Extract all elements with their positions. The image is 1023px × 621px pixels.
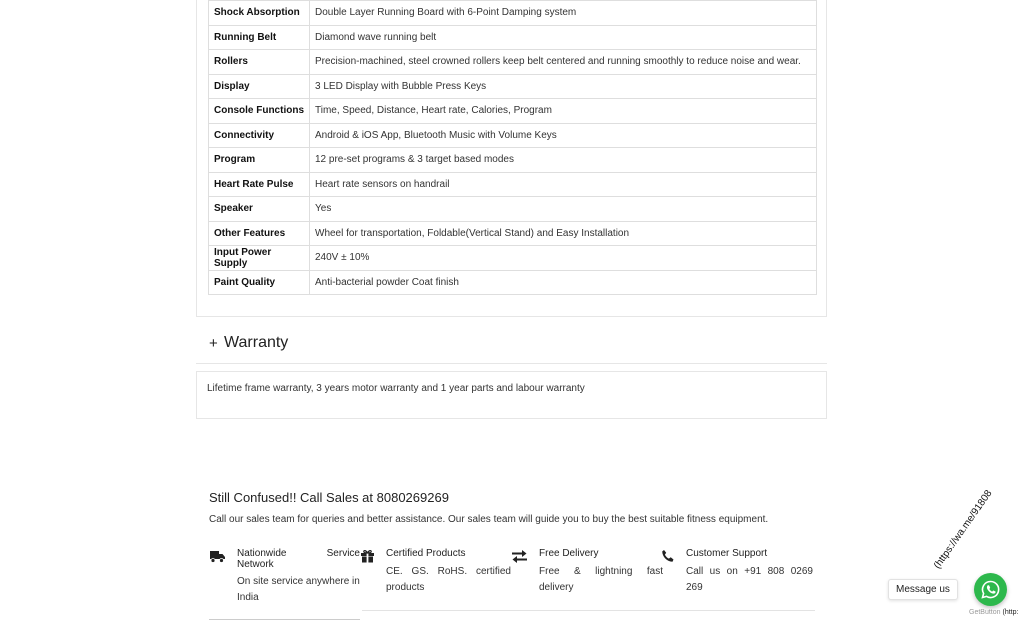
spec-label: Heart Rate Pulse [209, 172, 310, 197]
feature-text: On site service anywhere in India [237, 576, 360, 603]
exchange-icon [511, 549, 528, 563]
spec-label: Running Belt [209, 25, 310, 50]
specifications-panel [196, 0, 827, 317]
table-row [209, 123, 817, 148]
phone-icon [661, 549, 678, 563]
table-row [209, 148, 817, 173]
expand-plus-icon[interactable]: + [209, 335, 218, 352]
table-row [209, 172, 817, 197]
sales-cta-description: Call our sales team for queries and better assistance. Our sales team will guide you to buy the best suitable fitness equipment. [209, 514, 769, 525]
feature-title: Free Delivery [539, 548, 599, 559]
spec-value: Diamond wave running belt [310, 25, 817, 50]
spec-label: Other Features [209, 221, 310, 246]
whatsapp-icon [974, 593, 1007, 610]
feature-nationwide-service [209, 546, 360, 621]
getbutton-link[interactable]: (http: [1002, 609, 1019, 616]
getbutton-credit[interactable] [969, 609, 1018, 616]
table-row [209, 197, 817, 222]
sales-cta-title: Still Confused!! Call Sales at 8080269269 [209, 490, 449, 505]
spec-value: 3 LED Display with Bubble Press Keys [310, 74, 817, 99]
spec-label: Console Functions [209, 99, 310, 124]
spec-label: Shock Absorption [209, 1, 310, 26]
message-us-button[interactable]: Message us [888, 579, 958, 600]
spec-value: Heart rate sensors on handrail [310, 172, 817, 197]
specifications-table [208, 0, 817, 295]
table-row [209, 1, 817, 26]
table-row [209, 221, 817, 246]
spec-value: Precision-machined, steel crowned rollers keep belt centered and running smoothly to reduce noise and wear. [310, 50, 817, 75]
spec-value: Wheel for transportation, Foldable(Vertical Stand) and Easy Installation [310, 221, 817, 246]
spec-value: 12 pre-set programs & 3 target based modes [310, 148, 817, 173]
spec-value: Anti-bacterial powder Coat finish [310, 270, 817, 295]
feature-title-line2: Network [237, 559, 274, 570]
table-row [209, 74, 817, 99]
table-row [209, 50, 817, 75]
gift-icon [360, 549, 377, 563]
divider [209, 619, 360, 620]
feature-title: Customer Support [686, 548, 768, 559]
feature-title: Nationwide Service [237, 548, 360, 559]
spec-label: Input Power Supply [209, 246, 310, 271]
spec-label: Rollers [209, 50, 310, 75]
warranty-text: Lifetime frame warranty, 3 years motor warranty and 1 year parts and labour warranty [207, 383, 585, 394]
feature-text: Call us on +91 808 0269 269 [686, 566, 813, 593]
getbutton-label: GetButton [969, 609, 1001, 616]
spec-value: Android & iOS App, Bluetooth Music with Volume Keys [310, 123, 817, 148]
whatsapp-button[interactable] [974, 573, 1007, 606]
spec-value: Yes [310, 197, 817, 222]
spec-label: Speaker [209, 197, 310, 222]
feature-text: CE. GS. RoHS. certified products [386, 566, 511, 593]
table-row [209, 99, 817, 124]
feature-text: Free & lightning fast delivery [539, 566, 663, 593]
whatsapp-link[interactable]: (https://wa.me/91808 [931, 488, 995, 571]
warranty-panel [196, 371, 827, 419]
feature-title: Certified Products [386, 548, 466, 559]
table-row [209, 25, 817, 50]
table-row [209, 246, 817, 271]
spec-value: Double Layer Running Board with 6-Point Damping system [310, 1, 817, 26]
warranty-accordion-header[interactable] [196, 331, 827, 364]
spec-value: 240V ± 10% [310, 246, 817, 271]
spec-label: Connectivity [209, 123, 310, 148]
spec-label: Program [209, 148, 310, 173]
truck-icon [209, 549, 226, 563]
spec-label: Display [209, 74, 310, 99]
spec-value: Time, Speed, Distance, Heart rate, Calories, Program [310, 99, 817, 124]
table-row [209, 270, 817, 295]
warranty-title[interactable]: Warranty [224, 334, 289, 351]
divider [362, 610, 815, 611]
spec-label: Paint Quality [209, 270, 310, 295]
